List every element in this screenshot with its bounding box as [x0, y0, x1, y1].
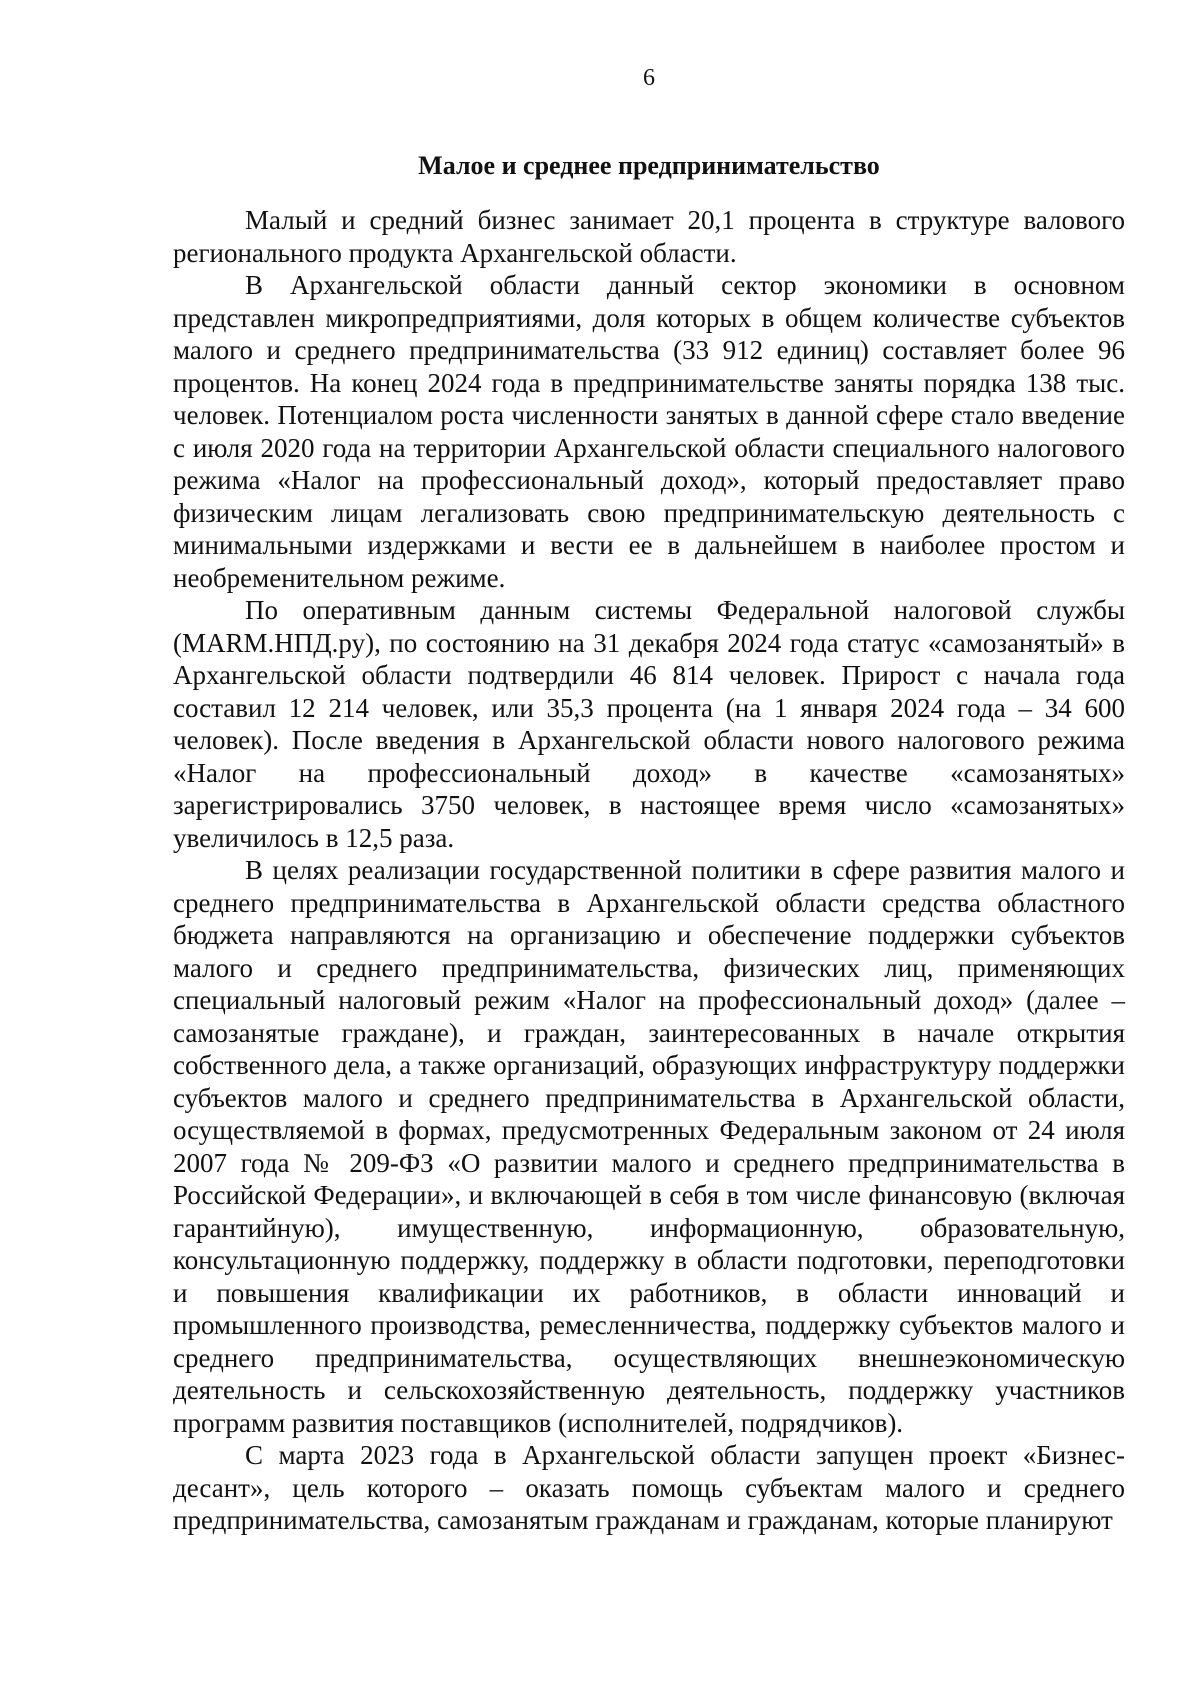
body-text	[173, 204, 1125, 1537]
page-number: 6	[643, 65, 655, 91]
section-title: Малое и среднее предпринимательство	[418, 151, 880, 180]
paragraph-3: По оперативным данным системы Федеральной налоговой службы (MARM.НПД.ру), по состоянию на 31 декабря 2024 года статус «самозанятый» в Архангельской области подтвердили 46 814 человек. Прирост с начала года составил 12 214 человек, или 35,3 процента (на 1 января 2024 года – 34 600 человек). После введения в Архангельской области нового налогового режима «Налог на профессиональный доход» в качестве «самозанятых» зарегистрировались 3750 человек, в настоящее время число «самозанятых» увеличилось в 12,5 раза.	[173, 595, 1125, 853]
paragraph-4: В целях реализации государственной политики в сфере развития малого и среднего предпринимательства в Архангельской области средства областного бюджета направляются на организацию и обеспечение поддержки субъектов малого и среднего предпринимательства, физических лиц, применяющих специальный налоговый режим «Налог на профессиональный доход» (далее – самозанятые граждане), и граждан, заинтересованных в начале открытия собственного дела, а также организаций, образующих инфраструктуру поддержки субъектов малого и среднего предпринимательства в Архангельской области, осуществляемой в формах, предусмотренных Федеральным законом от 24 июля 2007 года № 209-ФЗ «О развитии малого и среднего предпринимательства в Российской Федерации», и включающей в себя в том числе финансовую (включая гарантийную), имущественную, информационную, образовательную, консультационную поддержку, поддержку в области подготовки, переподготовки и повышения квалификации их работников, в области инноваций и промышленного производства, ремесленничества, поддержку субъектов малого и среднего предпринимательства, осуществляющих внешнеэкономическую деятельность и сельскохозяйственную деятельность, поддержку участников программ развития поставщиков (исполнителей, подрядчиков).	[173, 855, 1125, 1438]
document-page	[173, 0, 1125, 1697]
paragraph-2: В Архангельской области данный сектор экономики в основном представлен микропредприятиями, доля которых в общем количестве субъектов малого и среднего предпринимательства (33 912 единиц) составляет более 96 процентов. На конец 2024 года в предпринимательстве заняты порядка 138 тыс. человек. Потенциалом роста численности занятых в данной сфере стало введение с июля 2020 года на территории Архангельской области специального налогового режима «Налог на профессиональный доход», который предоставляет право физическим лицам легализовать свою предпринимательскую деятельность с минимальными издержками и вести ее в дальнейшем в наиболее простом и необременительном режиме.	[173, 270, 1125, 593]
paragraph-5: С марта 2023 года в Архангельской области запущен проект «Бизнес-десант», цель которого – оказать помощь субъектам малого и среднего предпринимательства, самозанятым гражданам и гражданам, которые планируют	[173, 1440, 1125, 1535]
paragraph-1: Малый и средний бизнес занимает 20,1 процента в структуре валового регионального продукта Архангельской области.	[173, 205, 1125, 268]
